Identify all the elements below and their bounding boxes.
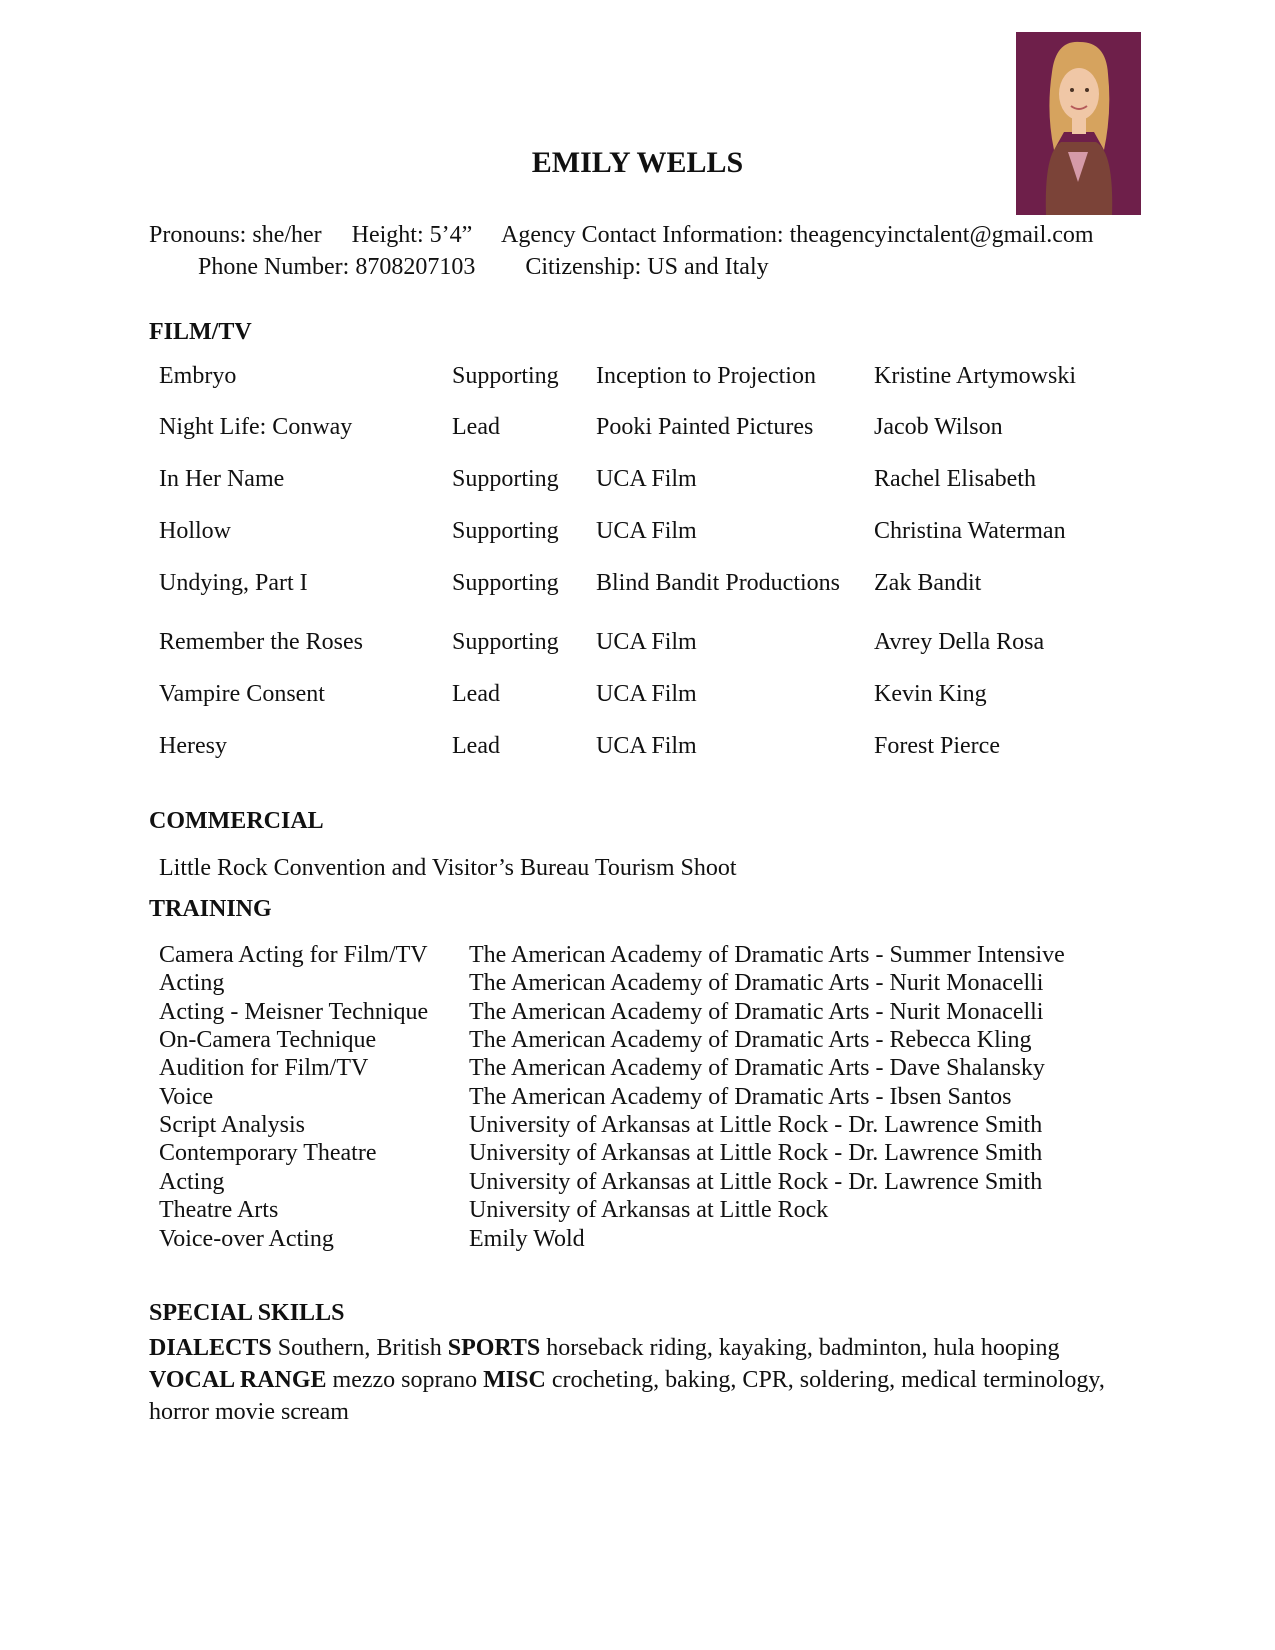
contact-line-1 xyxy=(149,222,1118,249)
training-row xyxy=(0,1112,1275,1140)
training-institution: The American Academy of Dramatic Arts - Dave Shalansky xyxy=(469,1055,1045,1081)
training-course: Contemporary Theatre xyxy=(159,1140,377,1166)
film-producer: UCA Film xyxy=(596,466,697,492)
film-tv-heading: FILM/TV xyxy=(149,319,252,345)
special-skills-text xyxy=(149,1332,1109,1428)
training-institution: University of Arkansas at Little Rock - Dr. Lawrence Smith xyxy=(469,1140,1043,1166)
film-row xyxy=(0,518,1275,548)
training-course: Camera Acting for Film/TV xyxy=(159,942,428,968)
film-producer: Pooki Painted Pictures xyxy=(596,414,814,440)
film-row xyxy=(0,363,1275,393)
vocal-range-label: VOCAL RANGE xyxy=(149,1367,327,1393)
training-course: Voice-over Acting xyxy=(159,1226,334,1252)
contact-line-2 xyxy=(198,254,813,281)
training-institution: University of Arkansas at Little Rock xyxy=(469,1197,829,1223)
film-row xyxy=(0,733,1275,763)
film-row xyxy=(0,629,1275,659)
film-producer: UCA Film xyxy=(596,518,697,544)
film-title: In Her Name xyxy=(159,466,285,492)
training-heading: TRAINING xyxy=(149,896,272,922)
training-course: Voice xyxy=(159,1084,214,1110)
film-title: Night Life: Conway xyxy=(159,414,353,440)
training-row xyxy=(0,1140,1275,1168)
phone-number: Phone Number: 8708207103 xyxy=(198,254,476,280)
film-director: Zak Bandit xyxy=(874,570,982,596)
film-title: Hollow xyxy=(159,518,231,544)
film-director: Rachel Elisabeth xyxy=(874,466,1036,492)
agency-contact: Agency Contact Information: theagencyinctalent@gmail.com xyxy=(500,222,1094,248)
film-role: Supporting xyxy=(452,466,559,492)
film-title: Embryo xyxy=(159,363,237,389)
misc-label: MISC xyxy=(483,1367,546,1393)
dialects-value: Southern, British xyxy=(277,1335,442,1361)
training-row xyxy=(0,1169,1275,1197)
training-row xyxy=(0,970,1275,998)
training-institution: Emily Wold xyxy=(469,1226,585,1252)
training-row xyxy=(0,1084,1275,1112)
training-institution: The American Academy of Dramatic Arts - Nurit Monacelli xyxy=(469,970,1044,996)
film-role: Lead xyxy=(452,414,500,440)
vocal-range-value: mezzo soprano xyxy=(332,1367,478,1393)
training-course: Acting xyxy=(159,970,225,996)
training-institution: University of Arkansas at Little Rock - Dr. Lawrence Smith xyxy=(469,1169,1043,1195)
film-role: Lead xyxy=(452,733,500,759)
film-title: Heresy xyxy=(159,733,227,759)
training-row xyxy=(0,1226,1275,1254)
commercial-item: Little Rock Convention and Visitor’s Bureau Tourism Shoot xyxy=(159,855,737,881)
film-producer: Inception to Projection xyxy=(596,363,816,389)
training-institution: The American Academy of Dramatic Arts - Nurit Monacelli xyxy=(469,999,1044,1025)
film-title: Undying, Part I xyxy=(159,570,308,596)
film-row xyxy=(0,414,1275,444)
film-director: Kevin King xyxy=(874,681,987,707)
dialects-label: DIALECTS xyxy=(149,1335,272,1361)
film-producer: UCA Film xyxy=(596,681,697,707)
training-course: On-Camera Technique xyxy=(159,1027,377,1053)
citizenship: Citizenship: US and Italy xyxy=(525,254,769,280)
training-course: Audition for Film/TV xyxy=(159,1055,369,1081)
training-row xyxy=(0,942,1275,970)
film-director: Jacob Wilson xyxy=(874,414,1003,440)
film-row xyxy=(0,466,1275,496)
misc-value: crocheting, baking, CPR, soldering, medical terminology, horror movie scream xyxy=(149,1367,1105,1425)
film-row xyxy=(0,570,1275,600)
film-title: Remember the Roses xyxy=(159,629,363,655)
film-row xyxy=(0,681,1275,711)
training-row xyxy=(0,999,1275,1027)
film-role: Lead xyxy=(452,681,500,707)
commercial-heading: COMMERCIAL xyxy=(149,808,324,834)
training-row xyxy=(0,1027,1275,1055)
training-row xyxy=(0,1055,1275,1083)
headshot-photo xyxy=(1016,32,1141,215)
training-institution: The American Academy of Dramatic Arts - Rebecca Kling xyxy=(469,1027,1032,1053)
training-course: Script Analysis xyxy=(159,1112,306,1138)
film-role: Supporting xyxy=(452,518,559,544)
film-director: Kristine Artymowski xyxy=(874,363,1076,389)
training-course: Acting - Meisner Technique xyxy=(159,999,429,1025)
film-director: Avrey Della Rosa xyxy=(874,629,1045,655)
training-row xyxy=(0,1197,1275,1225)
film-producer: UCA Film xyxy=(596,733,697,759)
film-role: Supporting xyxy=(452,363,559,389)
special-skills-heading: SPECIAL SKILLS xyxy=(149,1300,345,1326)
training-course: Theatre Arts xyxy=(159,1197,279,1223)
sports-value: horseback riding, kayaking, badminton, hula hooping xyxy=(546,1335,1060,1361)
height: Height: 5’4” xyxy=(351,222,473,248)
training-course: Acting xyxy=(159,1169,225,1195)
film-title: Vampire Consent xyxy=(159,681,325,707)
film-director: Christina Waterman xyxy=(874,518,1066,544)
film-role: Supporting xyxy=(452,629,559,655)
film-director: Forest Pierce xyxy=(874,733,1000,759)
training-institution: The American Academy of Dramatic Arts - Summer Intensive xyxy=(469,942,1065,968)
film-producer: Blind Bandit Productions xyxy=(596,570,841,596)
film-producer: UCA Film xyxy=(596,629,697,655)
film-role: Supporting xyxy=(452,570,559,596)
sports-label: SPORTS xyxy=(447,1335,541,1361)
actor-name: EMILY WELLS xyxy=(531,146,744,179)
training-institution: The American Academy of Dramatic Arts - Ibsen Santos xyxy=(469,1084,1012,1110)
training-institution: University of Arkansas at Little Rock - Dr. Lawrence Smith xyxy=(469,1112,1043,1138)
pronouns: Pronouns: she/her xyxy=(149,222,322,248)
